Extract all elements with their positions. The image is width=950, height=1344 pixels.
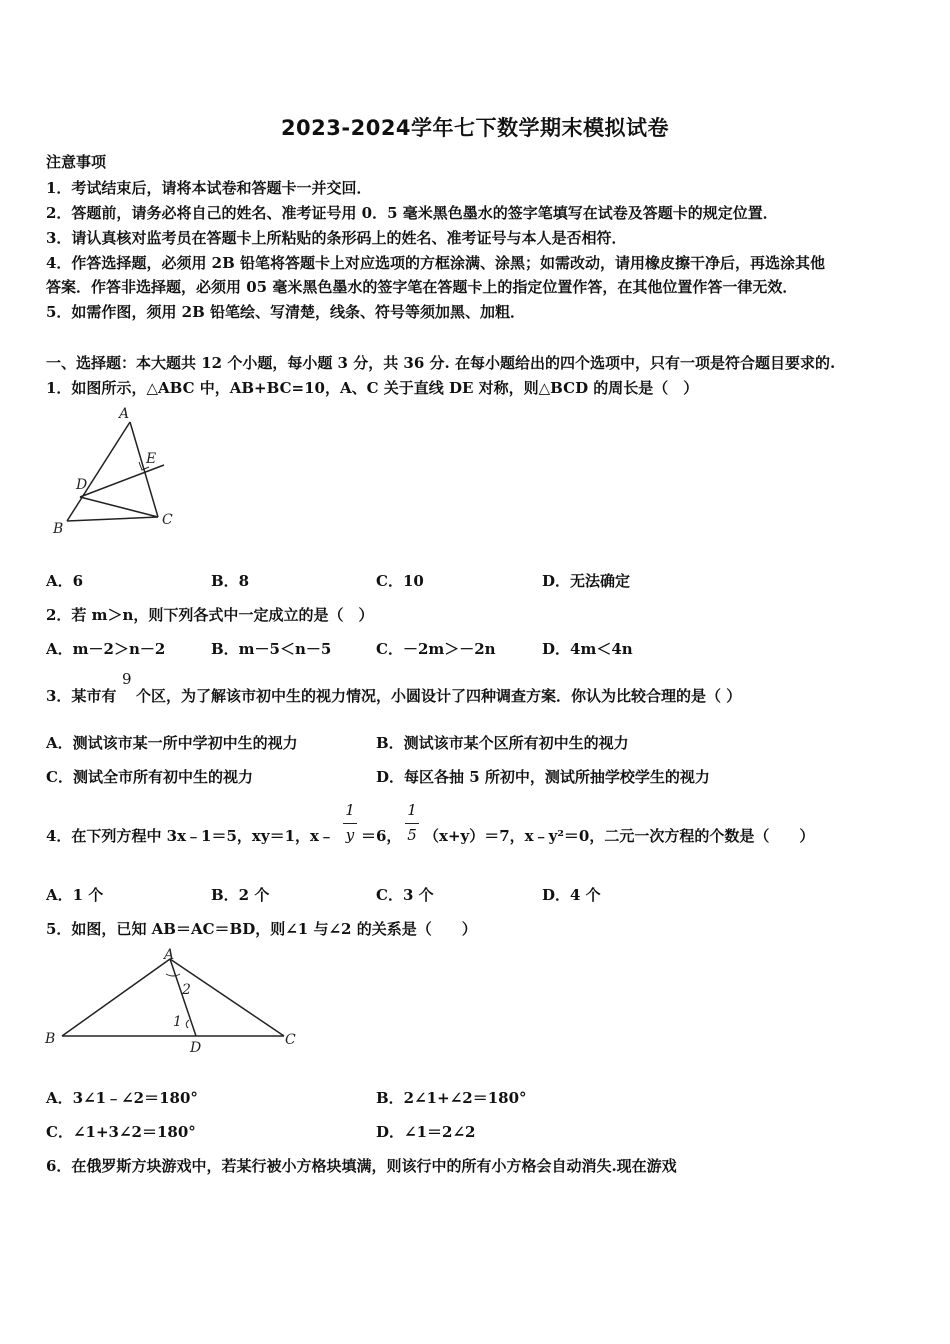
notice-item: 4．作答选择题，必须用 2B 铅笔将答题卡上对应选项的方框涂满、涂黑；如需改动，请用橡皮擦干净后，再选涂其他 xyxy=(46,254,826,272)
question-2-option-a: A．m－2＞n－2 xyxy=(46,640,166,658)
question-2-option-c: C．－2m＞－2n xyxy=(376,640,496,658)
notice-item: 1．考试结束后，请将本试卷和答题卡一并交回． xyxy=(46,179,372,197)
question-4-option-c: C．3 个 xyxy=(376,886,434,904)
fraction-2-denominator: 5 xyxy=(407,826,417,844)
fraction-1-bar xyxy=(343,823,357,824)
page-title: 2023-2024学年七下数学期末模拟试卷 xyxy=(280,116,670,140)
label-e: E xyxy=(146,451,157,467)
question-1-figure xyxy=(46,400,186,540)
notice-item: 答案．作答非选择题，必须用 05 毫米黑色墨水的签字笔在答题卡上的指定位置作答，在其他位置作答一律无效． xyxy=(46,278,798,296)
fraction-2-numerator: 1 xyxy=(407,801,417,819)
notice-heading: 注意事项 xyxy=(46,153,107,171)
fraction-2-bar xyxy=(405,823,419,824)
question-4-part-1: 4．在下列方程中 3x﹣1＝5，xy＝1，x﹣ xyxy=(46,827,334,845)
label-a: A xyxy=(164,947,175,963)
question-5-option-c: C．∠1+3∠2＝180° xyxy=(46,1123,196,1141)
question-4-option-d: D．4 个 xyxy=(542,886,601,904)
question-1-option-b: B．8 xyxy=(211,572,250,590)
notice-item: 5．如需作图，须用 2B 铅笔绘、写清楚，线条、符号等须加黑、加粗． xyxy=(46,303,525,321)
question-3-stem-pre: 3．某市有 xyxy=(46,687,117,705)
question-5-option-d: D．∠1＝2∠2 xyxy=(376,1123,476,1141)
question-1-option-a: A．6 xyxy=(46,572,84,590)
notice-item: 3．请认真核对监考员在答题卡上所粘贴的条形码上的姓名、准考证号与本人是否相符． xyxy=(46,229,627,247)
question-3-option-b: B．测试该市某个区所有初中生的视力 xyxy=(376,734,629,752)
question-3-stem-post: 个区，为了解该市初中生的视力情况，小圆设计了四种调查方案．你认为比较合理的是（ ） xyxy=(136,687,742,705)
label-b: B xyxy=(53,521,64,537)
label-angle-1: 1 xyxy=(173,1014,182,1030)
question-1-option-d: D．无法确定 xyxy=(542,572,631,590)
fraction-1-numerator: 1 xyxy=(345,801,355,819)
section-heading: 一、选择题：本大题共 12 个小题，每小题 3 分，共 36 分. 在每小题给出的四个选项中，只有一项是符合题目要求的. xyxy=(46,354,836,372)
question-5-stem: 5．如图，已知 AB＝AC＝BD，则∠1 与∠2 的关系是（ ） xyxy=(46,920,477,938)
question-6-stem: 6．在俄罗斯方块游戏中，若某行被小方格块填满，则该行中的所有小方格会自动消失.现在游戏 xyxy=(46,1157,677,1175)
label-b: B xyxy=(45,1031,56,1047)
question-1-option-c: C．10 xyxy=(376,572,424,590)
question-4-part-3: （x+y）＝7，x﹣y²＝0，二元一次方程的个数是（ ） xyxy=(424,827,815,845)
question-5-option-a: A．3∠1﹣∠2＝180° xyxy=(46,1089,198,1107)
question-2-option-d: D．4m＜4n xyxy=(542,640,633,658)
label-d: D xyxy=(190,1040,202,1056)
fraction-1-denominator: y xyxy=(345,826,355,844)
question-5-option-b: B．2∠1+∠2＝180° xyxy=(376,1089,527,1107)
label-a: A xyxy=(119,406,130,422)
notice-item: 2．答题前，请务必将自己的姓名、准考证号用 0．5 毫米黑色墨水的签字笔填写在试卷及答题卡的规定位置． xyxy=(46,204,778,222)
question-3-option-d: D．每区各抽 5 所初中，测试所抽学校学生的视力 xyxy=(376,768,710,786)
question-1-stem: 1．如图所示，△ABC 中，AB+BC=10，A、C 关于直线 DE 对称，则△BCD 的周长是（ ） xyxy=(46,379,699,397)
question-4-option-a: A．1 个 xyxy=(46,886,104,904)
question-2-option-b: B．m－5＜n－5 xyxy=(211,640,332,658)
question-5-figure xyxy=(42,944,302,1056)
label-c: C xyxy=(162,512,173,528)
question-4-option-b: B．2 个 xyxy=(211,886,270,904)
label-c: C xyxy=(285,1032,296,1048)
question-3-option-c: C．测试全市所有初中生的视力 xyxy=(46,768,253,786)
question-2-stem: 2．若 m＞n，则下列各式中一定成立的是（ ） xyxy=(46,606,374,624)
question-4-part-2: ＝6， xyxy=(361,827,402,845)
question-3-option-a: A．测试该市某一所中学初中生的视力 xyxy=(46,734,298,752)
label-d: D xyxy=(76,477,88,493)
label-angle-2: 2 xyxy=(182,982,191,998)
question-3-sup: 9 xyxy=(122,670,132,688)
